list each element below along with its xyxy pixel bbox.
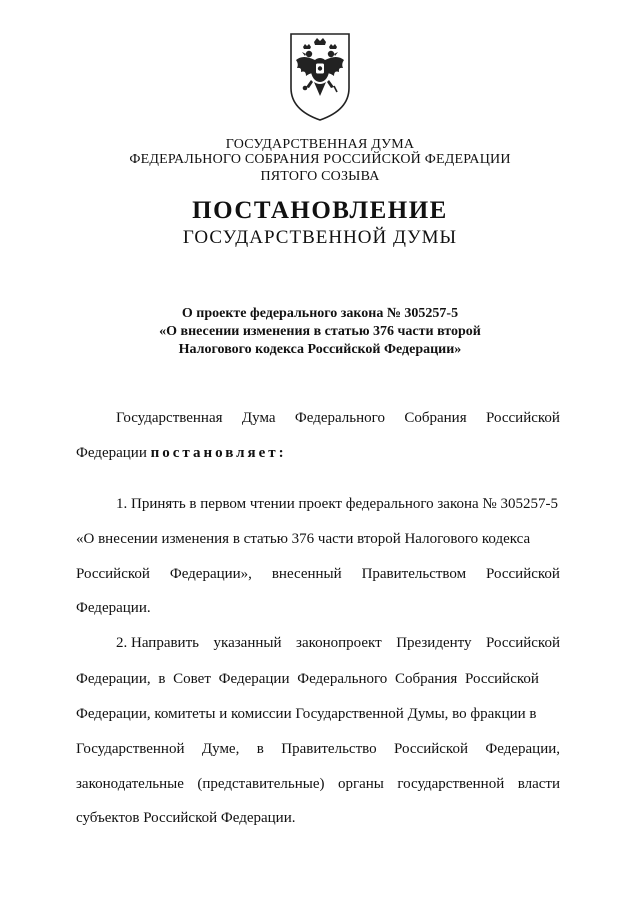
paragraph-word: Государственной [76,741,185,757]
paragraph-word: Российской [76,566,150,582]
paragraph-word: государственной [397,776,505,792]
org-name-line-1: ГОСУДАРСТВЕННАЯ ДУМА [225,137,415,152]
paragraph-1-line-1: 1. Принять в первом чтении проект федерального закона № 305257-5 [116,496,558,512]
paragraph-word: указанный [213,635,282,651]
paragraph-word: внесенный [271,566,342,582]
subject-line-3: Налогового кодекса Российской Федерации» [178,342,462,357]
paragraph-word: органы [337,776,384,792]
intro-line-2-start: Федерации [76,445,147,461]
intro-word: Дума [241,410,276,426]
document-subject [0,305,640,359]
intro-word: Российской [486,410,560,426]
decree-word: постановляет: [150,445,287,461]
subject-line-1: О проекте федерального закона № 305257-5 [181,306,459,321]
subject-line-2: «О внесении изменения в статью 376 части второй [159,324,481,339]
paragraph-2-line-6: субъектов Российской Федерации. [76,810,296,826]
org-name-line-2: ФЕДЕРАЛЬНОГО СОБРАНИЯ РОССИЙСКОЙ ФЕДЕРАЦИИ [129,152,511,167]
paragraph-word: власти [517,776,560,792]
intro-word: Федерального [294,410,385,426]
paragraph-word: Российской [394,741,468,757]
paragraph-word: Правительством [361,566,467,582]
convocation-line: ПЯТОГО СОЗЫВА [260,169,380,184]
intro-word: Государственная [116,410,223,426]
paragraph-word: (представительные) [197,776,325,792]
document-type-title: ПОСТАНОВЛЕНИЕ [192,197,448,224]
paragraph-1-line-2: «О внесении изменения в статью 376 части второй Налогового кодекса [76,531,531,547]
paragraph-2-line-5 [76,774,560,794]
paragraph-1-line-4: Федерации. [76,600,151,616]
paragraph-word: Федерации, [485,741,560,757]
document-issuer-title: ГОСУДАРСТВЕННОЙ ДУМЫ [182,227,458,248]
paragraph-word: Федерации», [169,566,252,582]
intro-line-2 [76,443,560,463]
paragraph-word: законодательные [76,776,184,792]
paragraph-2-line-2: Федерации, в Совет Федерации Федерального Собрания Российской [76,671,539,687]
paragraph-2-line-4 [76,739,560,759]
intro-line-1 [116,408,560,428]
paragraph-word: Российской [486,635,560,651]
intro-word: Собрания [404,410,467,426]
paragraph-word: Правительство [281,741,377,757]
paragraph-word: законопроект [296,635,382,651]
paragraph-2-line-3: Федерации, комитеты и комиссии Государственной Думы, во фракции в [76,706,537,722]
coat-of-arms-emblem-icon [287,30,353,122]
paragraph-word: Российской [486,566,560,582]
paragraph-1-line-3 [76,564,560,584]
paragraph-word: Думе, [201,741,240,757]
paragraph-word: в [256,741,264,757]
paragraph-word: 2. Направить [116,635,199,651]
paragraph-word: Президенту [396,635,472,651]
paragraph-2-line-1 [116,633,560,653]
